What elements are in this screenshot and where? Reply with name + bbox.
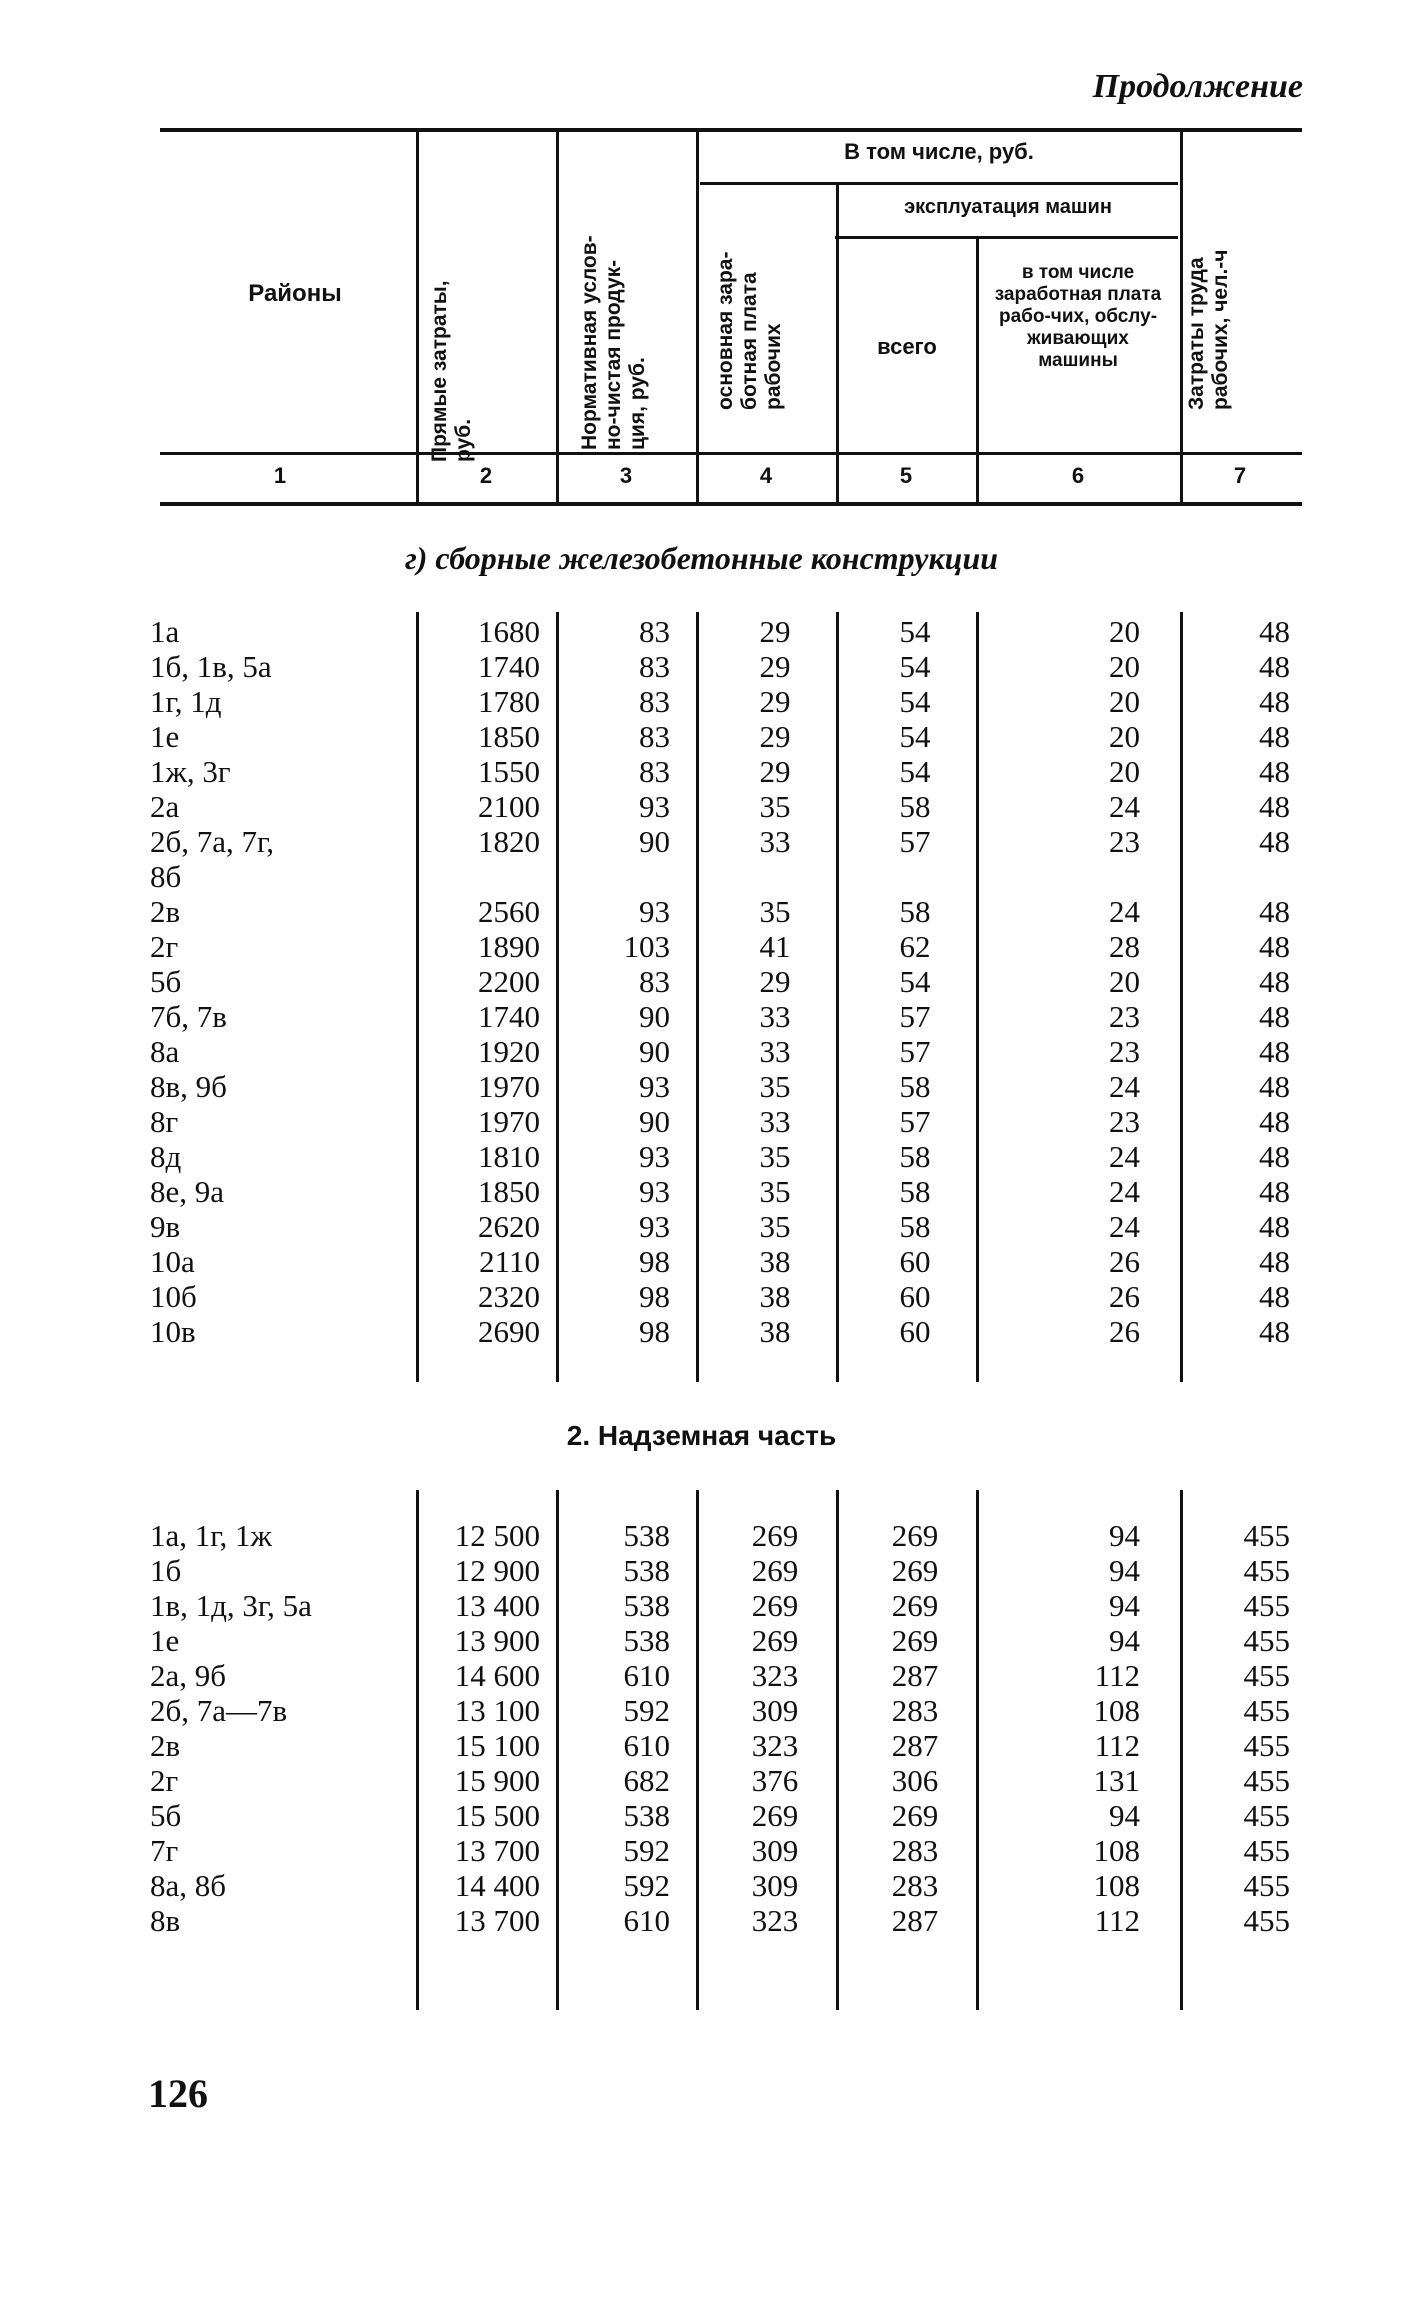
value-cell-col7: 455 [1243, 1623, 1290, 1658]
table-row [0, 1139, 1403, 1175]
district-cell: 2в [150, 894, 181, 929]
district-cell: 2г [150, 929, 179, 964]
table-row [0, 649, 1403, 685]
value-cell-col2: 1820 [478, 824, 540, 859]
value-cell-col7: 48 [1259, 964, 1290, 999]
table-row [0, 1034, 1403, 1070]
value-cell-col2: 1550 [478, 754, 540, 789]
value-cell-col5: 58 [899, 1139, 931, 1174]
value-cell-col4: 29 [759, 649, 791, 684]
table-row [0, 1518, 1403, 1554]
value-cell-col2: 15 900 [454, 1763, 540, 1798]
value-cell-col6: 94 [1109, 1518, 1140, 1553]
value-cell-col4: 33 [759, 999, 791, 1034]
value-cell-col6: 94 [1109, 1623, 1140, 1658]
header-machine-wage: в том числе заработная плата рабо-чих, обслу-живающих машины [994, 262, 1162, 371]
value-cell-col3: 83 [639, 754, 670, 789]
district-cell: 1в, 1д, 3г, 5а [150, 1588, 312, 1623]
district-cell: 1ж, 3г [150, 754, 231, 789]
value-cell-col3: 538 [623, 1588, 670, 1623]
value-cell-col3: 592 [623, 1833, 670, 1868]
value-cell-col5: 269 [891, 1553, 939, 1588]
table-row [0, 1104, 1403, 1140]
table-row [0, 1069, 1403, 1105]
value-cell-col3: 93 [639, 789, 670, 824]
value-cell-col6: 24 [1109, 894, 1140, 929]
value-cell-col4: 38 [759, 1314, 791, 1349]
value-cell-col4: 35 [759, 894, 791, 929]
value-cell-col6: 24 [1109, 1139, 1140, 1174]
value-cell-col7: 48 [1259, 649, 1290, 684]
value-cell-col4: 269 [751, 1588, 799, 1623]
value-cell-col2: 14 400 [454, 1868, 540, 1903]
district-cell: 8г [150, 1104, 179, 1139]
header-total: всего [877, 334, 937, 359]
value-cell-col2: 1850 [478, 719, 540, 754]
value-cell-col2: 1740 [478, 649, 540, 684]
value-cell-col4: 41 [759, 929, 791, 964]
value-cell-col5: 269 [891, 1518, 939, 1553]
value-cell-col6: 24 [1109, 1174, 1140, 1209]
value-cell-col2: 1680 [478, 614, 540, 649]
value-cell-col4: 376 [751, 1763, 799, 1798]
value-cell-col6: 20 [1109, 754, 1140, 789]
header-normative-output: Нормативная услов- но-чистая продук- ция, руб. [578, 235, 649, 450]
value-cell-col2: 1850 [478, 1174, 540, 1209]
value-cell-col7: 48 [1259, 1069, 1290, 1104]
table-row [0, 999, 1403, 1035]
value-cell-col6: 23 [1109, 999, 1140, 1034]
value-cell-col4: 33 [759, 1104, 791, 1139]
value-cell-col2: 13 700 [454, 1833, 540, 1868]
including-rule [700, 182, 1178, 185]
value-cell-col2: 2100 [478, 789, 540, 824]
value-cell-col3: 610 [623, 1658, 670, 1693]
machine-rule [835, 236, 1178, 239]
value-cell-col5: 283 [891, 1833, 939, 1868]
value-cell-col6: 94 [1109, 1588, 1140, 1623]
value-cell-col2: 1970 [478, 1104, 540, 1139]
value-cell-col4: 323 [751, 1903, 799, 1938]
value-cell-col4: 29 [759, 754, 791, 789]
value-cell-col5: 283 [891, 1868, 939, 1903]
table-row [0, 894, 1403, 930]
value-cell-col7: 48 [1259, 824, 1290, 859]
value-cell-col2: 1740 [478, 999, 540, 1034]
value-cell-col5: 269 [891, 1588, 939, 1623]
district-cell: 8а, 8б [150, 1868, 227, 1903]
value-cell-col4: 38 [759, 1279, 791, 1314]
table-row [0, 1553, 1403, 1589]
header-labor-costs: Затраты труда рабочих, чел.-ч [1185, 249, 1232, 410]
district-cell: 2г [150, 1763, 179, 1798]
value-cell-col7: 455 [1243, 1728, 1290, 1763]
value-cell-col5: 60 [899, 1244, 931, 1279]
header-including: В том числе, руб. [844, 139, 1034, 164]
value-cell-col3: 93 [639, 1069, 670, 1104]
value-cell-col4: 309 [751, 1833, 799, 1868]
value-cell-col7: 455 [1243, 1658, 1290, 1693]
district-cell: 1г, 1д [150, 684, 222, 719]
table-row [0, 1244, 1403, 1280]
value-cell-col6: 108 [1093, 1833, 1140, 1868]
value-cell-col4: 269 [751, 1553, 799, 1588]
value-cell-col5: 54 [899, 684, 931, 719]
value-cell-col3: 83 [639, 649, 670, 684]
value-cell-col2: 13 400 [454, 1588, 540, 1623]
district-cell: 7г [150, 1833, 179, 1868]
table-row [0, 929, 1403, 965]
value-cell-col5: 57 [899, 999, 931, 1034]
value-cell-col6: 112 [1094, 1728, 1140, 1763]
value-cell-col4: 29 [759, 964, 791, 999]
value-cell-col3: 93 [639, 1139, 670, 1174]
value-cell-col7: 48 [1259, 929, 1290, 964]
value-cell-col7: 455 [1243, 1553, 1290, 1588]
value-cell-col4: 309 [751, 1868, 799, 1903]
value-cell-col3: 93 [639, 894, 670, 929]
header-divider-6 [1180, 132, 1183, 504]
header-mid-rule [160, 452, 1302, 455]
value-cell-col4: 38 [759, 1244, 791, 1279]
value-cell-col3: 90 [639, 1034, 670, 1069]
table-row [0, 1279, 1403, 1315]
value-cell-col5: 54 [899, 719, 931, 754]
value-cell-col5: 54 [899, 964, 931, 999]
header-direct-costs: Прямые затраты, руб. [428, 280, 475, 462]
header-machine-operation: эксплуатация машин [904, 196, 1112, 218]
district-cell: 1е [150, 719, 180, 754]
value-cell-col7: 48 [1259, 1244, 1290, 1279]
district-cell: 8в [150, 1903, 181, 1938]
value-cell-col2: 14 600 [454, 1658, 540, 1693]
value-cell-col4: 323 [751, 1658, 799, 1693]
header-base-wage: основная зара- ботная плата рабочих [714, 251, 785, 410]
value-cell-col2: 1920 [478, 1034, 540, 1069]
header-divider-3 [696, 132, 699, 504]
district-cell: 8б [150, 859, 182, 894]
value-cell-col3: 103 [623, 929, 670, 964]
col-number-6: 6 [1071, 463, 1085, 488]
value-cell-col6: 108 [1093, 1693, 1140, 1728]
table-row [0, 964, 1403, 1000]
value-cell-col6: 20 [1109, 964, 1140, 999]
value-cell-col7: 48 [1259, 1314, 1290, 1349]
value-cell-col6: 94 [1109, 1798, 1140, 1833]
value-cell-col7: 455 [1243, 1798, 1290, 1833]
value-cell-col2: 1970 [478, 1069, 540, 1104]
value-cell-col6: 26 [1109, 1314, 1140, 1349]
value-cell-col2: 2320 [478, 1279, 540, 1314]
value-cell-col5: 58 [899, 1174, 931, 1209]
continuation-label: Продолжение [1092, 68, 1303, 105]
value-cell-col3: 98 [639, 1314, 670, 1349]
value-cell-col4: 29 [759, 684, 791, 719]
value-cell-col6: 94 [1109, 1553, 1140, 1588]
value-cell-col2: 13 700 [454, 1903, 540, 1938]
district-cell: 7б, 7в [150, 999, 227, 1034]
value-cell-col7: 48 [1259, 789, 1290, 824]
col-number-3: 3 [619, 463, 633, 488]
value-cell-col3: 538 [623, 1553, 670, 1588]
value-cell-col4: 269 [751, 1623, 799, 1658]
value-cell-col2: 2690 [478, 1314, 540, 1349]
district-cell: 8в, 9б [150, 1069, 227, 1104]
value-cell-col6: 28 [1109, 929, 1140, 964]
col-number-2: 2 [479, 463, 493, 488]
district-cell: 2б, 7а, 7г, [150, 824, 274, 859]
table-row [0, 859, 1403, 895]
table-row [0, 719, 1403, 755]
value-cell-col2: 13 900 [454, 1623, 540, 1658]
value-cell-col3: 83 [639, 964, 670, 999]
header-top-rule [160, 128, 1302, 132]
value-cell-col6: 108 [1093, 1868, 1140, 1903]
value-cell-col4: 35 [759, 789, 791, 824]
value-cell-col2: 12 500 [454, 1518, 540, 1553]
district-cell: 1а, 1г, 1ж [150, 1518, 272, 1553]
value-cell-col6: 23 [1109, 1034, 1140, 1069]
value-cell-col3: 610 [623, 1903, 670, 1938]
table-row [0, 1693, 1403, 1729]
value-cell-col5: 269 [891, 1798, 939, 1833]
value-cell-col7: 48 [1259, 719, 1290, 754]
table-row [0, 1798, 1403, 1834]
value-cell-col4: 33 [759, 824, 791, 859]
value-cell-col4: 309 [751, 1693, 799, 1728]
value-cell-col3: 98 [639, 1244, 670, 1279]
district-cell: 1е [150, 1623, 180, 1658]
value-cell-col4: 35 [759, 1209, 791, 1244]
value-cell-col5: 58 [899, 789, 931, 824]
value-cell-col2: 2200 [478, 964, 540, 999]
district-cell: 2а, 9б [150, 1658, 227, 1693]
value-cell-col5: 269 [891, 1623, 939, 1658]
value-cell-col6: 24 [1109, 1209, 1140, 1244]
value-cell-col7: 455 [1243, 1833, 1290, 1868]
value-cell-col6: 20 [1109, 719, 1140, 754]
value-cell-col6: 112 [1094, 1658, 1140, 1693]
value-cell-col3: 93 [639, 1209, 670, 1244]
value-cell-col7: 48 [1259, 1034, 1290, 1069]
value-cell-col6: 24 [1109, 789, 1140, 824]
district-cell: 9в [150, 1209, 181, 1244]
value-cell-col5: 54 [899, 614, 931, 649]
value-cell-col2: 2620 [478, 1209, 540, 1244]
value-cell-col7: 48 [1259, 684, 1290, 719]
value-cell-col6: 24 [1109, 1069, 1140, 1104]
value-cell-col5: 57 [899, 1034, 931, 1069]
value-cell-col6: 131 [1093, 1763, 1140, 1798]
table-row [0, 789, 1403, 825]
value-cell-col7: 48 [1259, 1174, 1290, 1209]
section-title: 2. Надземная часть [566, 1420, 837, 1451]
value-cell-col4: 35 [759, 1139, 791, 1174]
value-cell-col2: 1780 [478, 684, 540, 719]
value-cell-col5: 54 [899, 754, 931, 789]
header-divider-4 [836, 185, 839, 504]
value-cell-col7: 48 [1259, 1279, 1290, 1314]
value-cell-col7: 455 [1243, 1588, 1290, 1623]
value-cell-col2: 15 100 [454, 1728, 540, 1763]
value-cell-col2: 1810 [478, 1139, 540, 1174]
table-row [0, 1903, 1403, 1939]
district-cell: 10в [150, 1314, 196, 1349]
value-cell-col5: 54 [899, 649, 931, 684]
district-cell: 5б [150, 964, 182, 999]
value-cell-col3: 538 [623, 1798, 670, 1833]
district-cell: 2б, 7а—7в [150, 1693, 288, 1728]
value-cell-col5: 57 [899, 824, 931, 859]
page-number: 126 [148, 2071, 208, 2116]
value-cell-col2: 2560 [478, 894, 540, 929]
value-cell-col5: 287 [891, 1903, 939, 1938]
value-cell-col3: 83 [639, 684, 670, 719]
value-cell-col5: 57 [899, 1104, 931, 1139]
value-cell-col7: 48 [1259, 754, 1290, 789]
table-row [0, 1763, 1403, 1799]
district-cell: 8е, 9а [150, 1174, 225, 1209]
value-cell-col7: 48 [1259, 1209, 1290, 1244]
value-cell-col6: 23 [1109, 1104, 1140, 1139]
table-row [0, 1658, 1403, 1694]
value-cell-col7: 455 [1243, 1903, 1290, 1938]
table-row [0, 684, 1403, 720]
table-row [0, 824, 1403, 860]
value-cell-col7: 48 [1259, 614, 1290, 649]
value-cell-col5: 58 [899, 1069, 931, 1104]
value-cell-col6: 20 [1109, 649, 1140, 684]
value-cell-col5: 287 [891, 1658, 939, 1693]
value-cell-col3: 98 [639, 1279, 670, 1314]
district-cell: 1а [150, 614, 180, 649]
table-row [0, 1868, 1403, 1904]
value-cell-col3: 93 [639, 1174, 670, 1209]
value-cell-col3: 610 [623, 1728, 670, 1763]
header-divider-2 [556, 132, 559, 504]
value-cell-col5: 287 [891, 1728, 939, 1763]
value-cell-col3: 90 [639, 824, 670, 859]
district-cell: 1б, 1в, 5а [150, 649, 272, 684]
value-cell-col5: 62 [899, 929, 931, 964]
table-row [0, 1174, 1403, 1210]
table-row [0, 1209, 1403, 1245]
value-cell-col2: 2110 [479, 1244, 540, 1279]
value-cell-col4: 35 [759, 1174, 791, 1209]
value-cell-col7: 455 [1243, 1518, 1290, 1553]
header-divider-5 [976, 239, 979, 504]
value-cell-col5: 58 [899, 1209, 931, 1244]
value-cell-col4: 269 [751, 1798, 799, 1833]
district-cell: 2в [150, 1728, 181, 1763]
col-number-5: 5 [899, 463, 913, 488]
value-cell-col2: 1890 [478, 929, 540, 964]
value-cell-col4: 33 [759, 1034, 791, 1069]
value-cell-col4: 29 [759, 719, 791, 754]
value-cell-col6: 112 [1094, 1903, 1140, 1938]
value-cell-col5: 60 [899, 1314, 931, 1349]
value-cell-col6: 26 [1109, 1279, 1140, 1314]
value-cell-col5: 306 [891, 1763, 939, 1798]
col-number-4: 4 [759, 463, 773, 488]
value-cell-col5: 283 [891, 1693, 939, 1728]
value-cell-col3: 592 [623, 1868, 670, 1903]
district-cell: 8д [150, 1139, 182, 1174]
table-row [0, 1314, 1403, 1350]
value-cell-col2: 13 100 [454, 1693, 540, 1728]
value-cell-col6: 20 [1109, 684, 1140, 719]
value-cell-col4: 35 [759, 1069, 791, 1104]
value-cell-col2: 15 500 [454, 1798, 540, 1833]
value-cell-col6: 23 [1109, 824, 1140, 859]
header-divider-1 [416, 132, 419, 504]
value-cell-col5: 60 [899, 1279, 931, 1314]
district-cell: 8а [150, 1034, 180, 1069]
value-cell-col7: 48 [1259, 1104, 1290, 1139]
district-cell: 1б [150, 1553, 182, 1588]
value-cell-col4: 323 [751, 1728, 799, 1763]
value-cell-col3: 538 [623, 1623, 670, 1658]
value-cell-col7: 455 [1243, 1763, 1290, 1798]
table-row [0, 1833, 1403, 1869]
value-cell-col3: 83 [639, 614, 670, 649]
value-cell-col7: 455 [1243, 1693, 1290, 1728]
table-row [0, 1623, 1403, 1659]
section-title: г) сборные железобетонные конструкции [404, 540, 999, 576]
district-cell: 10б [150, 1279, 197, 1314]
value-cell-col3: 83 [639, 719, 670, 754]
header-bottom-rule [160, 502, 1302, 506]
table-row [0, 754, 1403, 790]
value-cell-col6: 20 [1109, 614, 1140, 649]
col-number-7: 7 [1233, 463, 1247, 488]
value-cell-col2: 12 900 [454, 1553, 540, 1588]
table-row [0, 614, 1403, 650]
col-number-1: 1 [273, 463, 287, 488]
district-cell: 5б [150, 1798, 182, 1833]
value-cell-col7: 48 [1259, 999, 1290, 1034]
value-cell-col3: 538 [623, 1518, 670, 1553]
value-cell-col4: 29 [759, 614, 791, 649]
value-cell-col7: 48 [1259, 1139, 1290, 1174]
value-cell-col3: 90 [639, 1104, 670, 1139]
header-districts: Районы [248, 280, 342, 307]
district-cell: 2а [150, 789, 180, 824]
value-cell-col3: 592 [623, 1693, 670, 1728]
district-cell: 10а [150, 1244, 195, 1279]
table-row [0, 1728, 1403, 1764]
value-cell-col5: 58 [899, 894, 931, 929]
table-row [0, 1588, 1403, 1624]
value-cell-col7: 455 [1243, 1868, 1290, 1903]
value-cell-col7: 48 [1259, 894, 1290, 929]
value-cell-col6: 26 [1109, 1244, 1140, 1279]
value-cell-col3: 682 [623, 1763, 670, 1798]
value-cell-col4: 269 [751, 1518, 799, 1553]
value-cell-col3: 90 [639, 999, 670, 1034]
